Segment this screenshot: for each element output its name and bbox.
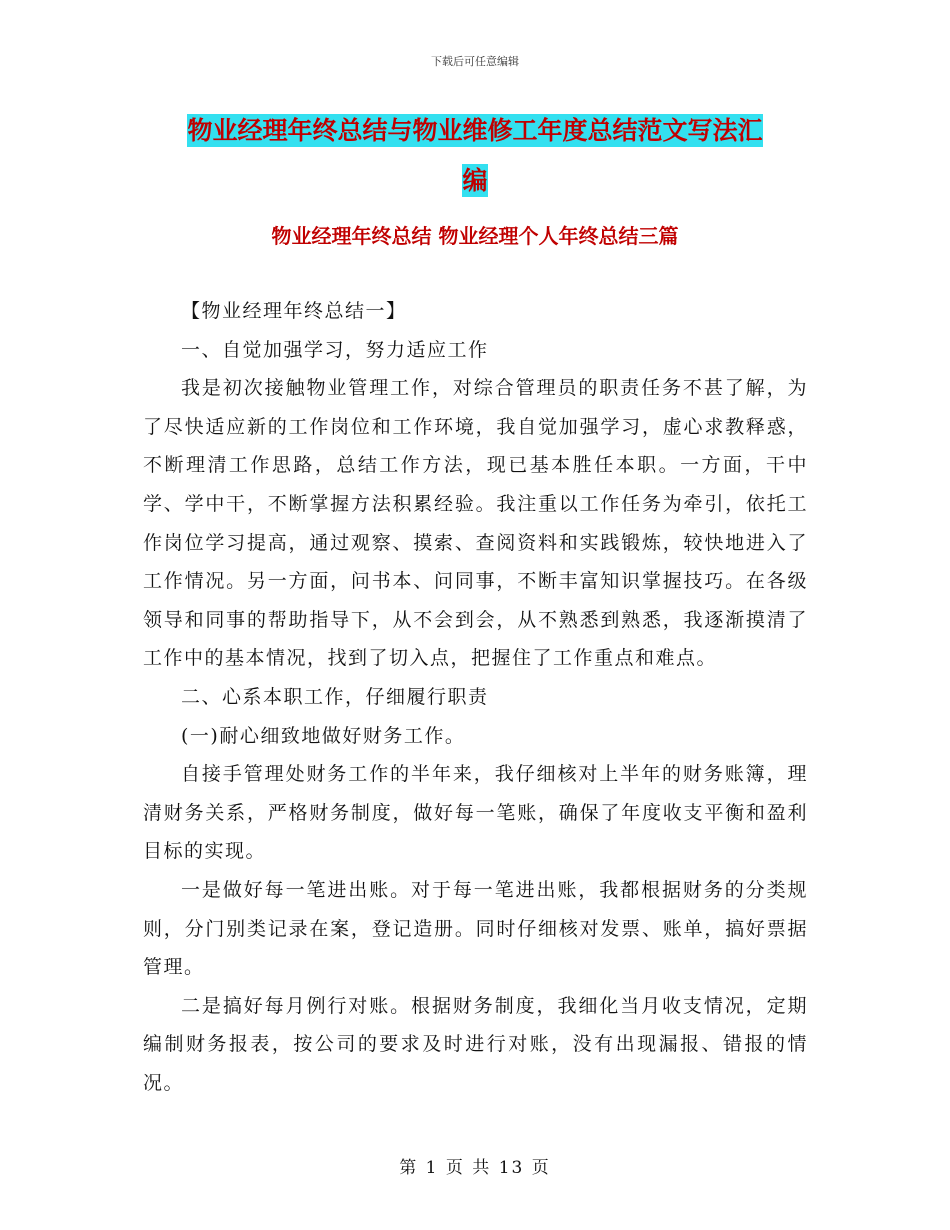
document-title-line1: 物业经理年终总结与物业维修工年度总结范文写法汇 [187, 116, 763, 145]
paragraph: 一是做好每一笔进出账。对于每一笔进出账，我都根据财务的分类规则，分门别类记录在案，登记造册。同时仔细核对发票、账单，搞好票据管理。 [143, 878, 808, 979]
document-body [143, 292, 808, 1102]
document-title [150, 106, 800, 206]
document-title-line2: 编 [462, 166, 488, 195]
heading-one: 一、自觉加强学习，努力适应工作 [181, 338, 489, 361]
header-note: 下载后可任意编辑 [431, 55, 519, 68]
section-heading: 【物业经理年终总结一】 [181, 300, 407, 322]
page-number: 第 1 页 共 13 页 [399, 1158, 551, 1178]
paragraph: 二是搞好每月例行对账。根据财务制度，我细化当月收支情况，定期编制财务报表，按公司的要求及时进行对账，没有出现漏报、错报的情况。 [143, 994, 808, 1094]
subheading: (一)耐心细致地做好财务工作。 [181, 724, 466, 747]
paragraph: 自接手管理处财务工作的半年来，我仔细核对上半年的财务账簿，理清财务关系，严格财务制度，做好每一笔账，确保了年度收支平衡和盈利目标的实现。 [143, 763, 808, 863]
heading-two: 二、心系本职工作，仔细履行职责 [181, 685, 489, 708]
document-subtitle: 物业经理年终总结 物业经理个人年终总结三篇 [271, 224, 679, 248]
paragraph: 我是初次接触物业管理工作，对综合管理员的职责任务不甚了解，为了尽快适应新的工作岗位和工作环境，我自觉加强学习，虚心求教释惑，不断理清工作思路，总结工作方法，现已基本胜任本职。一方面，干中学、学中干，不断掌握方法积累经验。我注重以工作任务为牵引，依托工作岗位学习提高，通过观察、摸索、查阅资料和实践锻炼，较快地进入了工作情况。另一方面，问书本、问同事，不断丰富知识掌握技巧。在各级领导和同事的帮助指导下，从不会到会，从不熟悉到熟悉，我逐渐摸清了工作中的基本情况，找到了切入点，把握住了工作重点和难点。 [143, 377, 808, 670]
